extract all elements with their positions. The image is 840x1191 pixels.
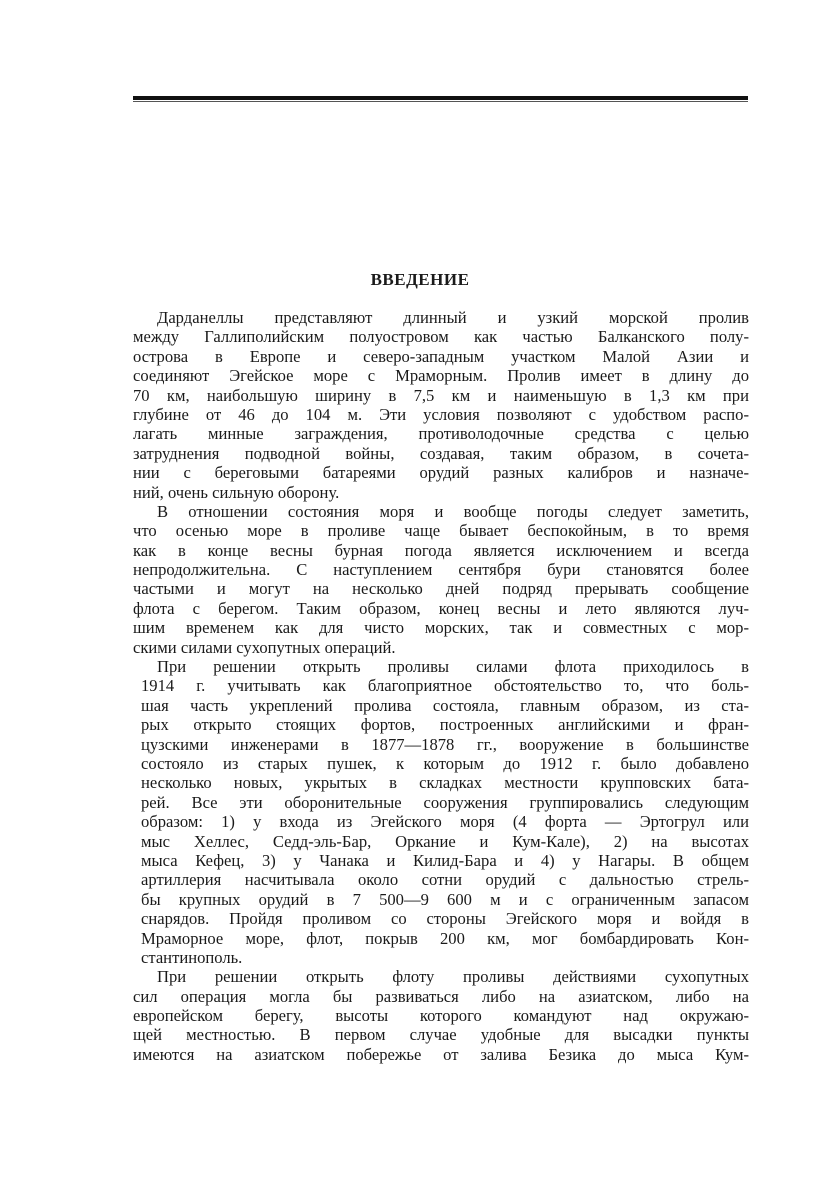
- text-line: острова в Европе и северо-западным участком Малой Азии и: [133, 346, 749, 366]
- text-line: скими силами сухопутных операций.: [133, 637, 396, 657]
- text-line: образом: 1) у входа из Эгейского моря (4 форта — Эртогрул или: [141, 812, 749, 832]
- text-line: рых открыто стоящих фортов, построенных английскими и фран-: [141, 715, 749, 735]
- paragraph-2: [133, 502, 749, 657]
- header-rule: [133, 96, 748, 102]
- body-text: [133, 308, 749, 1064]
- text-line: цузскими инженерами в 1877—1878 гг., вооружение в большинстве: [141, 734, 749, 754]
- text-line: снарядов. Пройдя проливом со стороны Эгейского моря и войдя в: [141, 909, 749, 929]
- text-line: 70 км, наибольшую ширину в 7,5 км и наименьшую в 1,3 км при: [133, 385, 749, 405]
- text-line: шим временем как для чисто морских, так и совместных с мор-: [133, 618, 749, 638]
- text-line: Дарданеллы представляют длинный и узкий морской пролив: [157, 308, 749, 327]
- text-line: соединяют Эгейское море с Мраморным. Пролив имеет в длину до: [133, 366, 749, 386]
- text-line: сил операция могла бы развиваться либо на азиатском, либо на: [133, 986, 749, 1006]
- text-line: как в конце весны бурная погода является исключением и всегда: [133, 540, 749, 560]
- text-line: При решении открыть флоту проливы действиями сухопутных: [157, 967, 749, 987]
- text-line: мыса Кефец, 3) у Чанака и Килид-Бара и 4) у Нагары. В общем: [141, 850, 749, 870]
- paragraph-1: [133, 308, 749, 502]
- text-line: частыми и могут на несколько дней подряд прерывать сообщение: [133, 579, 749, 599]
- text-line: состояло из старых пушек, к которым до 1912 г. было добавлено: [141, 753, 749, 773]
- text-line: При решении открыть проливы силами флота приходилось в: [157, 657, 749, 677]
- text-line: лагать минные заграждения, противолодочные средства с целью: [133, 424, 749, 444]
- text-line: несколько новых, укрытых в складках местности крупповских бата-: [141, 773, 749, 793]
- text-line: затруднения подводной войны, создавая, таким образом, в сочета-: [133, 443, 749, 463]
- text-line: Мраморное море, флот, покрыв 200 км, мог бомбардировать Кон-: [141, 928, 749, 948]
- text-line: глубине от 46 до 104 м. Эти условия позволяют с удобством распо-: [133, 404, 749, 424]
- text-line: 1914 г. учитывать как благоприятное обстоятельство то, что боль-: [141, 676, 749, 696]
- paragraph-3: [133, 657, 749, 967]
- text-line: мыс Хеллес, Седд-эль-Бар, Оркание и Кум-Кале), 2) на высотах: [141, 831, 749, 851]
- text-line: бы крупных орудий в 7 500—9 600 м и с ограниченным запасом: [141, 889, 749, 909]
- text-line: артиллерия насчитывала около сотни орудий с дальностью стрель-: [141, 870, 749, 890]
- text-line: В отношении состояния моря и вообще погоды следует заметить,: [157, 501, 749, 521]
- text-line: что осенью море в проливе чаще бывает беспокойным, в то время: [133, 521, 749, 541]
- text-line: шая часть укреплений пролива состояла, главным образом, из ста-: [141, 695, 749, 715]
- text-line: стантинополь.: [141, 947, 243, 967]
- text-line: между Галлиполийским полуостровом как частью Балканского полу-: [133, 327, 749, 347]
- text-line: ний, очень сильную оборону.: [133, 482, 340, 502]
- text-line: щей местностью. В первом случае удобные для высадки пункты: [133, 1025, 749, 1045]
- text-line: флота с берегом. Таким образом, конец весны и лето являются луч-: [133, 598, 749, 618]
- text-line: рей. Все эти оборонительные сооружения группировались следующим: [141, 792, 749, 812]
- chapter-heading: ВВЕДЕНИЕ: [370, 270, 470, 289]
- text-line: нии с береговыми батареями орудий разных калибров и назначе-: [133, 463, 749, 483]
- text-line: европейском берегу, высоты которого командуют над окружаю-: [133, 1006, 749, 1026]
- text-line: непродолжительна. С наступлением сентября бури становятся более: [133, 560, 749, 580]
- text-line: имеются на азиатском побережье от залива Безика до мыса Кум-: [133, 1044, 749, 1064]
- paragraph-4: [133, 967, 749, 1064]
